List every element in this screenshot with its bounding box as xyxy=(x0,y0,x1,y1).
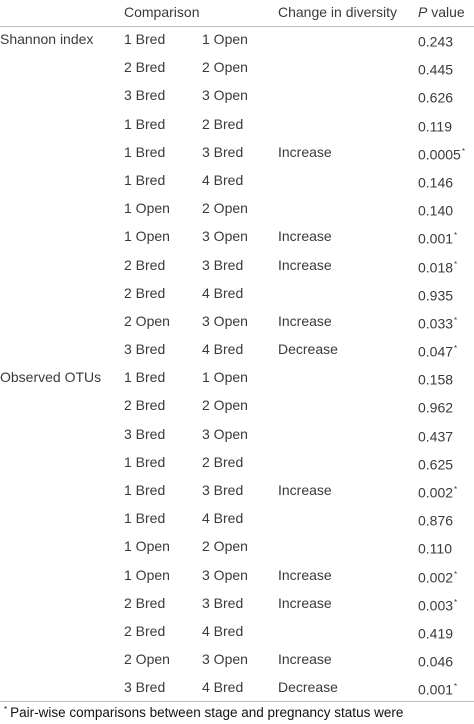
row-comparison-b: 3 Open xyxy=(202,425,248,442)
row-change: Increase xyxy=(278,651,332,668)
header-p-value xyxy=(418,3,465,21)
row-comparison-b: 1 Open xyxy=(202,31,248,47)
row-comparison-b: 4 Bred xyxy=(202,171,244,188)
row-comparison-a: 1 Open xyxy=(124,538,170,555)
header-p-rest: value xyxy=(427,4,465,20)
row-comparison-a: 1 Open xyxy=(124,228,170,245)
row-significance-marker: * xyxy=(454,569,458,579)
row-p-value: 0.110 xyxy=(418,541,452,558)
row-comparison-b: 3 Open xyxy=(202,651,248,668)
row-group-label: Observed OTUs xyxy=(0,369,102,386)
row-comparison-b: 3 Open xyxy=(202,312,248,329)
row-change: Increase xyxy=(278,256,332,273)
row-p-value: 0.626 xyxy=(418,90,454,107)
row-p-value: 0.140 xyxy=(418,202,454,219)
row-comparison-b: 4 Bred xyxy=(202,341,244,358)
row-p-value-cell xyxy=(418,396,454,417)
table-row xyxy=(0,167,474,195)
table-body xyxy=(0,26,474,703)
table-row xyxy=(0,139,474,167)
footnote-text-wrapper xyxy=(4,705,403,721)
row-p-value: 0.001 xyxy=(418,681,454,698)
row-p-value-cell xyxy=(418,537,453,558)
table-row xyxy=(0,421,474,449)
row-comparison-a: 2 Bred xyxy=(124,59,166,76)
row-p-value-cell xyxy=(418,86,454,107)
row-comparison-a: 2 Bred xyxy=(124,284,166,301)
row-comparison-a: 2 Bred xyxy=(124,256,166,273)
row-p-value: 0.437 xyxy=(418,428,454,445)
row-comparison-b: 2 Open xyxy=(202,200,248,217)
row-comparison-a: 1 Bred xyxy=(124,453,166,470)
row-p-value: 0.033 xyxy=(418,315,454,332)
table-row xyxy=(0,533,474,561)
row-change: Increase xyxy=(278,594,332,611)
row-p-value-cell xyxy=(418,199,454,220)
row-p-value: 0.146 xyxy=(418,174,454,191)
row-significance-marker: * xyxy=(461,146,465,156)
row-p-value-cell xyxy=(418,284,454,305)
row-change: Increase xyxy=(278,482,332,498)
table-row xyxy=(0,308,474,336)
row-significance-marker: * xyxy=(454,485,458,494)
row-p-value: 0.419 xyxy=(418,625,454,642)
row-comparison-a: 1 Bred xyxy=(124,510,166,527)
row-significance-marker: * xyxy=(454,231,458,241)
row-p-value-cell xyxy=(418,425,454,446)
row-group-label: Shannon index xyxy=(0,31,94,47)
row-p-value: 0.625 xyxy=(418,456,454,473)
row-change: Decrease xyxy=(278,679,338,696)
row-p-value: 0.002 xyxy=(418,569,454,586)
row-comparison-b: 2 Open xyxy=(202,538,248,555)
table-row xyxy=(0,505,474,533)
row-comparison-a: 3 Bred xyxy=(124,341,166,358)
row-p-value-cell xyxy=(418,453,454,474)
row-p-value-cell xyxy=(418,368,454,389)
row-p-value-cell xyxy=(418,227,457,248)
row-significance-marker: * xyxy=(454,315,458,325)
table-row xyxy=(0,646,474,674)
table-row xyxy=(0,195,474,223)
row-comparison-b: 3 Bred xyxy=(202,594,244,611)
table-row xyxy=(0,392,474,420)
row-p-value: 0.001 xyxy=(418,230,454,247)
table-row xyxy=(0,618,474,646)
row-comparison-b: 4 Bred xyxy=(202,679,244,696)
row-comparison-a: 1 Bred xyxy=(124,369,166,386)
table-row xyxy=(0,26,474,54)
table-row xyxy=(0,223,474,251)
row-p-value: 0.243 xyxy=(418,33,454,50)
row-comparison-b: 3 Open xyxy=(202,87,248,104)
row-p-value-cell xyxy=(418,30,454,51)
row-comparison-b: 4 Bred xyxy=(202,284,244,301)
row-comparison-b: 2 Open xyxy=(202,59,248,76)
row-comparison-a: 1 Bred xyxy=(124,31,166,47)
table-row xyxy=(0,280,474,308)
table-row xyxy=(0,449,474,477)
row-comparison-a: 3 Bred xyxy=(124,679,166,696)
row-p-value: 0.0005 xyxy=(418,146,461,163)
row-p-value: 0.047 xyxy=(418,343,454,360)
table-row xyxy=(0,674,474,702)
row-comparison-a: 3 Bred xyxy=(124,425,166,442)
row-p-value: 0.002 xyxy=(418,484,454,501)
table-row xyxy=(0,364,474,392)
row-comparison-b: 3 Bred xyxy=(202,143,244,160)
row-significance-marker: * xyxy=(454,259,458,269)
table-row xyxy=(0,590,474,618)
row-p-value-cell xyxy=(418,58,454,79)
row-p-value: 0.158 xyxy=(418,371,454,388)
row-change: Increase xyxy=(278,566,332,583)
header-comparison: Comparison xyxy=(124,4,200,20)
row-significance-marker: * xyxy=(454,597,458,607)
row-p-value-cell xyxy=(418,650,454,671)
row-comparison-b: 2 Bred xyxy=(202,115,244,132)
row-comparison-b: 3 Open xyxy=(202,228,248,245)
row-p-value: 0.962 xyxy=(418,400,454,417)
row-p-value-cell xyxy=(418,678,457,699)
row-comparison-a: 2 Open xyxy=(124,651,170,668)
row-comparison-b: 3 Bred xyxy=(202,482,244,498)
row-comparison-a: 1 Open xyxy=(124,200,170,217)
row-change: Increase xyxy=(278,228,332,245)
row-p-value: 0.876 xyxy=(418,512,454,529)
row-comparison-b: 4 Bred xyxy=(202,622,244,639)
row-p-value: 0.018 xyxy=(418,259,454,276)
row-comparison-b: 4 Bred xyxy=(202,510,244,527)
footnote-text: Pair-wise comparisons between stage and pregnancy status were xyxy=(10,705,404,720)
row-change: Decrease xyxy=(278,341,338,358)
row-significance-marker: * xyxy=(454,344,458,354)
row-comparison-a: 1 Bred xyxy=(124,171,166,188)
row-comparison-b: 1 Open xyxy=(202,369,248,386)
footnote-star: * xyxy=(4,704,8,714)
row-p-value: 0.445 xyxy=(418,61,454,78)
table-row xyxy=(0,477,474,505)
row-p-value: 0.119 xyxy=(418,118,452,135)
header-change-in-diversity: Change in diversity xyxy=(278,4,398,20)
row-p-value-cell xyxy=(418,171,454,192)
row-change: Increase xyxy=(278,312,332,329)
row-p-value-cell xyxy=(418,312,457,333)
row-p-value-cell xyxy=(418,594,457,615)
table-row xyxy=(0,252,474,280)
row-comparison-b: 3 Bred xyxy=(202,256,244,273)
row-p-value-cell xyxy=(418,622,454,643)
header-p-italic: P xyxy=(418,4,428,20)
row-comparison-a: 3 Bred xyxy=(124,87,166,104)
row-comparison-a: 1 Bred xyxy=(124,143,166,160)
row-p-value-cell xyxy=(418,481,457,502)
row-p-value: 0.935 xyxy=(418,287,454,304)
row-comparison-a: 2 Open xyxy=(124,312,170,329)
table-row xyxy=(0,336,474,364)
table-row xyxy=(0,562,474,590)
row-comparison-b: 2 Bred xyxy=(202,453,244,470)
row-significance-marker: * xyxy=(454,682,458,692)
row-p-value: 0.046 xyxy=(418,653,454,670)
table-header xyxy=(0,0,474,27)
row-p-value-cell xyxy=(418,340,457,361)
table-footnote xyxy=(0,701,474,724)
row-comparison-a: 1 Bred xyxy=(124,115,166,132)
row-p-value-cell xyxy=(418,143,465,164)
row-p-value: 0.003 xyxy=(418,597,454,614)
table-row xyxy=(0,111,474,139)
row-comparison-b: 2 Open xyxy=(202,397,248,414)
row-comparison-a: 2 Bred xyxy=(124,594,166,611)
row-p-value-cell xyxy=(418,509,454,530)
row-comparison-a: 1 Open xyxy=(124,566,170,583)
table-row xyxy=(0,54,474,82)
row-comparison-b: 3 Open xyxy=(202,566,248,583)
row-p-value-cell xyxy=(418,566,457,587)
row-p-value-cell xyxy=(418,256,457,277)
row-comparison-a: 2 Bred xyxy=(124,622,166,639)
row-comparison-a: 2 Bred xyxy=(124,397,166,414)
row-change: Increase xyxy=(278,143,332,160)
table-row xyxy=(0,82,474,110)
row-p-value-cell xyxy=(418,115,453,136)
row-comparison-a: 1 Bred xyxy=(124,482,166,498)
